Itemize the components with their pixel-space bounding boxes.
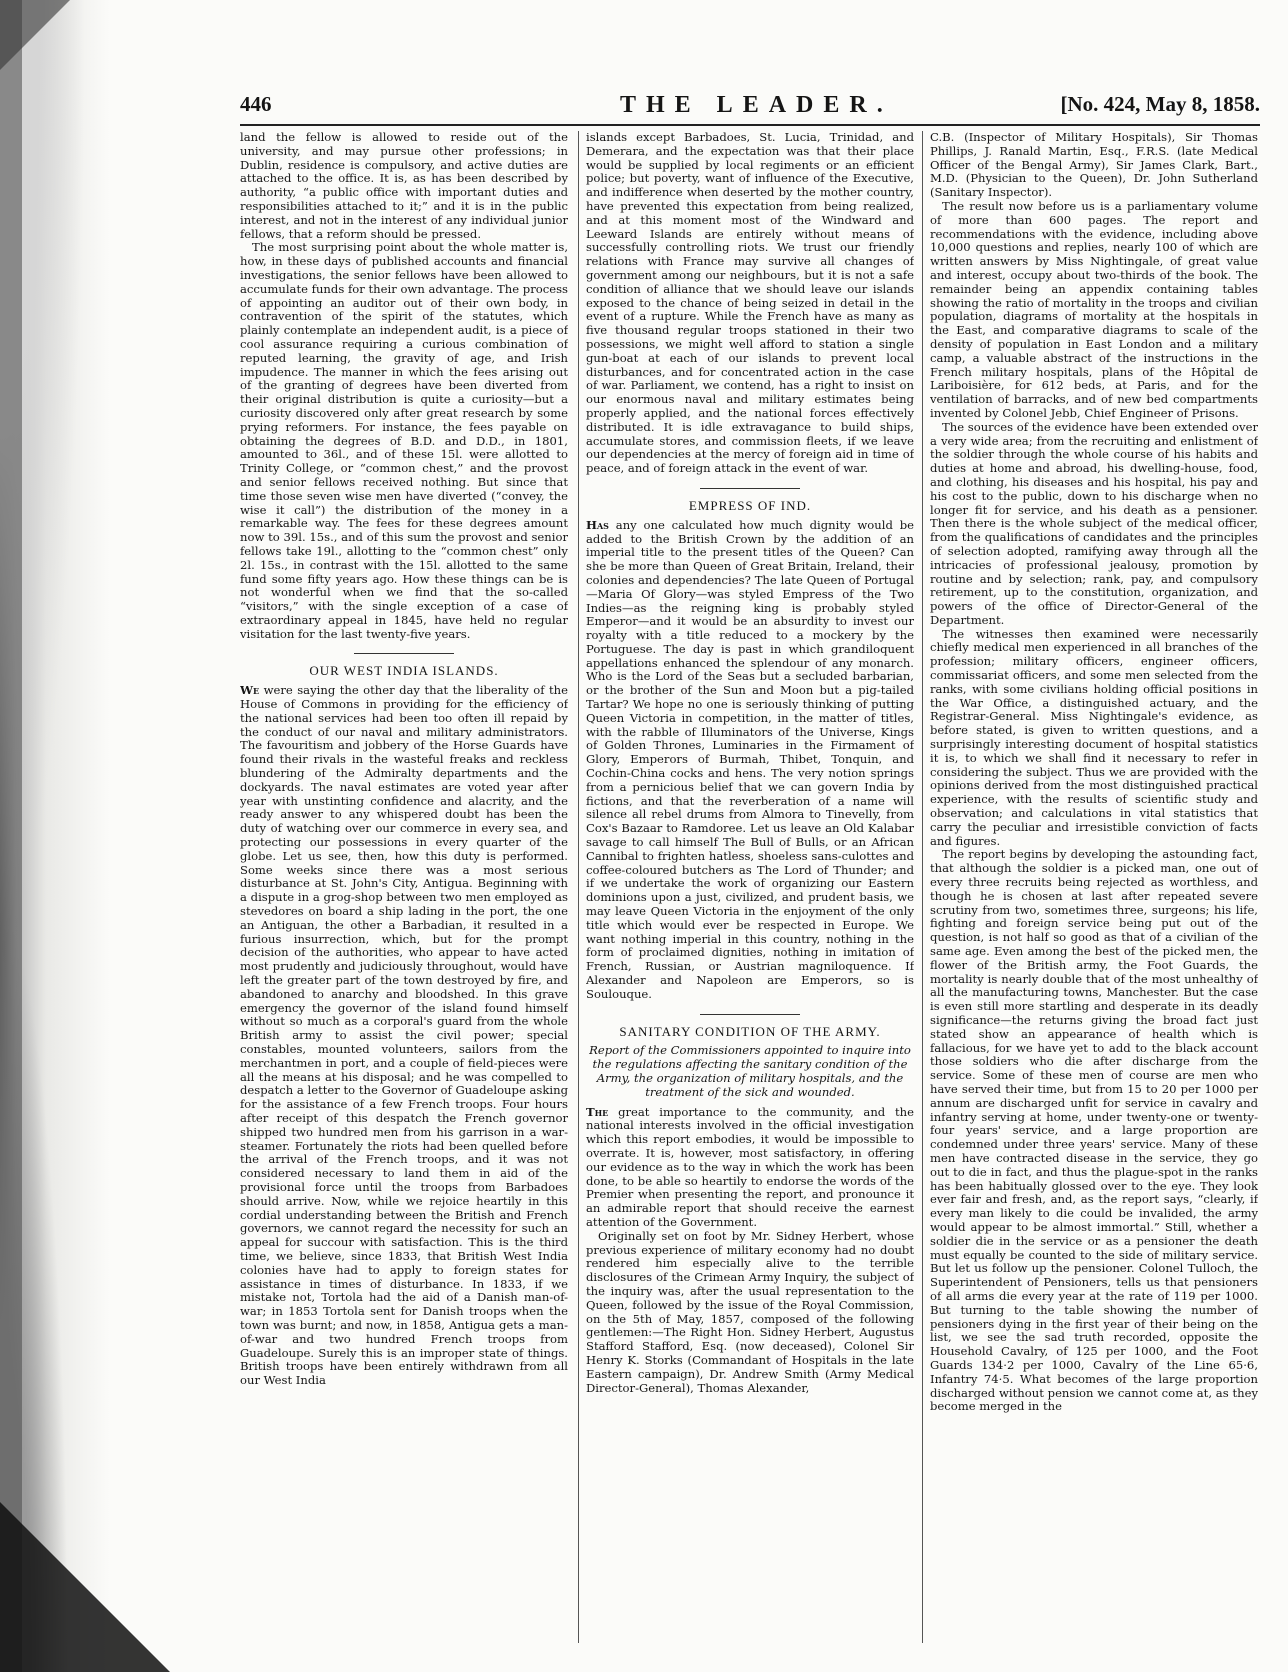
paragraph: C.B. (Inspector of Military Hospitals), Sir Thomas Phillips, J. Ranald Martin, Esq., F.R.S. (late Medical Officer of the Bengal Army), Sir James Clark, Bart., M.D. (Physician to the Queen), Dr. John Sutherland (Sanitary Inspector).	[930, 131, 1258, 200]
paragraph-text: were saying the other day that the liberality of the House of Commons in providing for the efficiency of the national services had been too often ill repaid by the conduct of our naval and military administrators. The favouritism and jobbery of the Horse Guards have found their rivals in the wasteful freaks and reckless blundering of the Admiralty departments and the dockyards. The naval estimates are voted year after year with unstinting confidence and alacrity, and the ready answer to any whispered doubt has been the duty of watching over our commerce in every sea, and protecting our possessions in every quarter of the globe. Let us see, then, how this duty is performed. Some weeks since there was a most serious disturbance at St. John's City, Antigua. Beginning with a dispute in a grog-shop between two men employed as stevedores on board a ship lading in the port, the one an Antiguan, the other a Barbadian, it resulted in a furious insurrection, which, but for the prompt decision of the authorities, who appear to have acted most prudently and judiciously throughout, would have left the greater part of the town destroyed by fire, and abandoned to anarchy and bloodshed. In this grave emergency the governor of the island found himself without so much as a corporal's guard from the whole British army to assist the civil power; special constables, mounted volunteers, sailors from the merchantmen in port, and a couple of field-pieces were all the means at his disposal; and he was compelled to despatch a letter to the Governor of Guadeloupe asking for the assistance of a few French troops. Four hours after receipt of this despatch the French governor shipped two hundred men from his garrison in a war-steamer. Fortunately the riots had been quelled before the arrival of the French troops, and it was not considered necessary to land them in aid of the provisional force until the troops from Barbadoes should arrive. Now, while we rejoice heartily in this cordial understanding between the British and French governors, we cannot regard the necessity for such an appeal for succour with satisfaction. This is the third time, we believe, since 1833, that British West India colonies have had to apply to foreign states for assistance in times of disturbance. In 1833, if we mistake not, Tortola had the aid of a Danish man-of-war; in 1853 Tortola sent for Danish troops when the town was burnt; and now, in 1858, Antigua gets a man-of-war and two hundred French troops from Guadeloupe. Surely this is an improper state of things. British troops have been entirely withdrawn from all our West India	[240, 683, 568, 1388]
masthead-title: THE LEADER.	[620, 92, 893, 118]
article-heading: EMPRESS OF IND.	[688, 497, 812, 513]
paragraph-text: great importance to the community, and the national interests involved in the official investigation which this report embodies, it would be impossible to overrate. It is, however, most satisfactory, in offering our evidence as to the way in which the work has been done, to be able so heartily to endorse the words of the Premier when presenting the report, and pronounce it an admirable report that should receive the earnest attention of the Government.	[586, 1104, 914, 1229]
lead-word: Has	[586, 517, 609, 532]
paragraph: The result now before us is a parliamentary volume of more than 600 pages. The report and recommendations with the evidence, including above 10,000 questions and replies, nearly 100 of which are written answers by Miss Nightingale, of great value and interest, occupy about two-thirds of the book. The remainder being an appendix containing tables showing the ratio of mortality in the troops and civilian population, diagrams of mortality at the hospitals in the East, and comparative diagrams to scale of the density of population in East London and a military camp, a valuable abstract of the instructions in the French military hospitals, plans of the Hôpital de Lariboisière, for 612 beds, at Paris, and for the ventilation of barracks, and of new bed compartments invented by Colonel Jebb, Chief Engineer of Prisons.	[930, 198, 1258, 420]
lead-word: We	[240, 683, 260, 698]
corner-shadow-top	[0, 0, 70, 70]
paragraph: The witnesses then examined were necessarily chiefly medical men experienced in all branches of the profession; military officers, engineer officers, commissariat officers, and some men selected from the ranks, with some civilians holding official positions in the War Office, a distinguished actuary, and the Registrar-General. Miss Nightingale's evidence, as before stated, is given to written questions, and a surprisingly interesting document of hospital statistics it is, to which we shall find it necessary to refer in considering the subject. Thus we are provided with the opinions derived from the most distinguished practical experience, with the results of scientific study and observation; and calculations in vital statistics that carry the peculiar and irresistible conviction of facts and figures.	[930, 626, 1258, 848]
section-rule	[700, 1014, 800, 1015]
section-rule	[700, 488, 800, 489]
column-3	[930, 131, 1258, 1651]
page-number: 446	[240, 92, 272, 116]
paragraph: The report begins by developing the astounding fact, that although the soldier is a picked man, one out of every three recruits being rejected as worthless, and though he is chosen at last after repeated severe scrutiny from two, sometimes three, surgeons; his life, fighting and foreign service being put out of the question, is not half so good as that of a civilian of the same age. Even among the best of the picked men, the flower of the British army, the Foot Guards, the mortality is nearly double that of the most unhealthy of all the manufacturing towns, Manchester. But the case is even still more startling and desperate in its deadly significance—the returns giving the broad fact just stated show an appearance of health which is fallacious, for we have yet to add to the black account those soldiers who die after discharge from the service. Some of these men of course are men who have served their time, but from 15 to 20 per 1000 per annum are discharged unfit for service in cavalry and infantry serving at home, under twenty-one or twenty-four years' service, and a large proportion are condemned under three years' service. Many of these men have contracted disease in the service, they go out to die in fact, and thus the plague-spot in the ranks has been habitually glossed over to the eye. They look ever fair and fresh, and, as the report says, “clearly, if every man likely to die could be invalided, the army would appear to be almost immortal.” Still, whether a soldier die in the service or as a pensioner the death must equally be counted to the side of military service. But let us follow up the pensioner. Colonel Tulloch, the Superintendent of Pensioners, tells us that pensioners of all arms die every year at the rate of 119 per 1000. But turning to the table showing the number of pensioners dying in the first year of their being on the list, we see the sad truth recorded, opposite the Household Cavalry, of 125 per 1000, and the Foot Guards 134·2 per 1000, Cavalry of the Line 65·6, Infantry 74·5. What becomes of the large proportion discharged without pension we cannot come at, as they become merged in the	[930, 847, 1258, 1414]
column-divider	[922, 131, 923, 1643]
scan-page-edge	[0, 0, 150, 1672]
header-rule	[240, 124, 1260, 126]
paragraph-text: any one calculated how much dignity would be added to the British Crown by the addition of an imperial title to the present titles of the Queen? Can she be more than Queen of Great Britain, Ireland, their colonies and dependencies? The late Queen of Portugal—Maria Of Glory—was styled Empress of the Two Indies—as the reigning king is probably styled Emperor—and it would be an absurdity to invest our royalty with a title reduced to a mockery by the Portuguese. The day is past in which grandiloquent appellations enhanced the splendour of any monarch. Who is the Lord of the Seas but a secluded barbarian, or the brother of the Sun and Moon but a pig-tailed Tartar? We hope no one is seriously thinking of putting Queen Victoria in competition, in the matter of titles, with the rabble of Illuminators of the Universe, Kings of Golden Thrones, Luminaries in the Firmament of Glory, Emperors of Burmah, Thibet, Tonquin, and Cochin-China cocks and hens. The very notion springs from a pernicious belief that we can govern India by fictions, and that the reverberation of a name will silence all rebel drums from Almora to Tinevelly, from Cox's Bazaar to Ramdoree. Let us leave an Old Kalabar savage to call himself The Bull of Bulls, or an African Cannibal to frighten hatless, shoeless sans-culottes and coffee-coloured butchers as The Lord of Thunder; and if we undertake the work of organizing our Eastern dominions upon a just, civilized, and prudent basis, we may leave Queen Victoria in the enjoyment of the only title which would ever be respected in Europe. We want nothing imperial in this country, nothing in the form of proclaimed dignities, nothing in imitation of French, Russian, or Austrian magniloquence. If Alexander and Napoleon are Emperors, so is Soulouque.	[586, 517, 914, 1001]
paragraph: The most surprising point about the whole matter is, how, in these days of published accounts and financial investigations, the senior fellows have been allowed to accumulate funds for their own advantage. The process of appointing an auditor out of their own body, in contravention of the spirit of the statutes, which plainly contemplate an independent audit, is a piece of cool assurance requiring a curious combination of reputed learning, the gravity of age, and Irish impudence. The manner in which the fees arising out of the granting of degrees have been diverted from their original distribution is quite a curiosity—but a curiosity discovered only after great research by some prying reformers. For instance, the fees payable on obtaining the degrees of B.D. and D.D., in 1801, amounted to 36l., and of these 15l. were allotted to Trinity College, or “common chest,” and the provost and senior fellows received nothing. But since that time those seven wise men have diverted (“convey, the wise it call”) the distribution of the money in a remarkable way. The fees for these degrees amount now to 39l. 15s., and of this sum the provost and senior fellows take 19l., allotting to the “common chest” only 2l. 15s., in contrast with the 15l. allotted to the same fund some fifty years ago. How these things can be is not wonderful when we find that the so-called “visitors,” with the single exception of a case of extraordinary appeal in 1845, have held no regular visitation for the last twenty-five years.	[240, 240, 568, 641]
paragraph: land the fellow is allowed to reside out of the university, and may pursue other professions; in Dublin, residence is compulsory, and active duties are attached to the office. It is, as has been described by authority, “a public office with important duties and responsibilities attached to it;” and it is in the public interest, and not in the interest of any individual junior fellows, that a reform should be pressed.	[240, 131, 568, 241]
paragraph: islands except Barbadoes, St. Lucia, Trinidad, and Demerara, and the expectation was that their place would be supplied by local regiments or an efficient police; but poverty, want of influence of the Executive, and indifference when deserted by the mother country, have prevented this expectation from being realized, and at this moment most of the Windward and Leeward Islands are entirely without means of successfully controlling riots. We trust our friendly relations with France may survive all changes of government among our neighbours, but it is not a safe condition of alliance that we should leave our islands exposed to the chance of being seized in detail in the event of a rupture. While the French have as many as five thousand regular troops stationed in their two possessions, we might well afford to station a single gun-boat at each of our islands to prevent local disturbances, and for concentrated action in the case of war. Parliament, we contend, has a right to insist on our enormous naval and military estimates being properly applied, and the national forces effectively distributed. It is idle extravagance to build ships, accumulate stores, and commission fleets, if we leave our dependencies at the mercy of foreign aid in time of peace, and of foreign attack in the event of war.	[586, 131, 914, 476]
page-header	[240, 92, 1260, 126]
paragraph	[586, 1106, 914, 1230]
issue-date: [No. 424, May 8, 1858.	[1060, 92, 1260, 116]
article-subtitle: Report of the Commissioners appointed to inquire into the regulations affecting the sanitary condition of the Army, the organization of military hospitals, and the treatment of the sick and wounded.	[589, 1043, 911, 1099]
paragraph	[240, 684, 568, 1388]
paragraph: The sources of the evidence have been extended over a very wide area; from the recruiting and enlistment of the soldier through the whole course of his habits and duties at home and abroad, his dwelling-house, food, and clothing, his diseases and his hospital, his pay and his cost to the public, down to his discharge when no longer fit for service, and his death as a pensioner. Then there is the whole subject of the medical officer, from the qualifications of candidates and the principles of selection adopted, ramifying away through all the intricacies of professional jealousy, promotion by routine and by selection; rank, pay, and compulsory retirement, up to the constitution, organization, and powers of the office of Director-General of the Department.	[930, 419, 1258, 627]
column-1	[240, 131, 568, 1651]
column-divider	[578, 131, 579, 1643]
corner-shadow-bottom	[0, 1502, 170, 1672]
book-spine-shadow	[0, 0, 22, 1672]
article-heading: OUR WEST INDIA ISLANDS.	[309, 663, 499, 679]
lead-word: The	[586, 1104, 609, 1119]
paragraph	[586, 519, 914, 1002]
column-2	[586, 131, 914, 1651]
article-heading: SANITARY CONDITION OF THE ARMY.	[619, 1023, 881, 1039]
paragraph: Originally set on foot by Mr. Sidney Herbert, whose previous experience of military economy had no doubt rendered him especially alive to the terrible disclosures of the Crimean Army Inquiry, the subject of the inquiry was, after the usual representation to the Queen, followed by the issue of the Royal Commission, on the 5th of May, 1857, composed of the following gentlemen:—The Right Hon. Sidney Herbert, Augustus Stafford Stafford, Esq. (now deceased), Colonel Sir Henry K. Storks (Commandant of Hospitals in the late Eastern campaign), Dr. Andrew Smith (Army Medical Director-General), Thomas Alexander,	[586, 1228, 914, 1395]
section-rule	[354, 653, 454, 654]
